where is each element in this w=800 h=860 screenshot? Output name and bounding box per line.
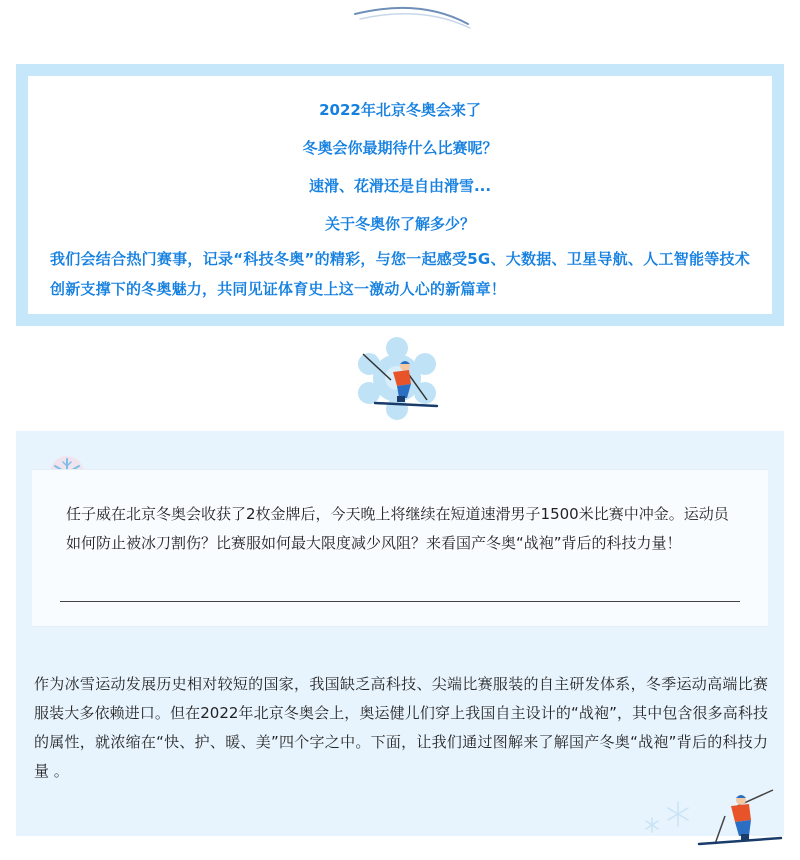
- top-arc-decoration: [350, 0, 480, 35]
- body-paragraph: 作为冰雪运动发展历史相对较短的国家，我国缺乏高科技、尖端比赛服装的自主研发体系，冬季运动高端比赛服装大多依赖进口。但在2022年北京冬奥会上，奥运健儿们穿上我国自主设计的“战袍”，其中包含很多高科技的属性，就浓缩在“快、护、暖、美”四个字之中。下面，让我们通过图解来了解国产冬奥“战袍”背后的科技力量 。: [34, 675, 768, 780]
- snowflake-icon: [640, 800, 690, 836]
- intro-line-title: 2022年北京冬奥会来了: [319, 101, 481, 119]
- quote-box: [32, 469, 768, 627]
- skier-badge-icon: [347, 336, 447, 421]
- intro-line-knowledge: 关于冬奥你了解多少？: [324, 215, 475, 233]
- quote-divider: [60, 601, 740, 602]
- quote-text: 任子威在北京冬奥会收获了2枚金牌后，今天晚上将继续在短道速滑男子1500米比赛中冲金。运动员如何防止被冰刀割伤？比赛服如何最大限度减少风阻？来看国产冬奥“战袍”背后的科技力量！: [66, 505, 729, 552]
- intro-line-question: 冬奥会你最期待什么比赛呢？: [302, 139, 498, 157]
- intro-line-events: 速滑、花滑还是自由滑雪...: [308, 177, 492, 195]
- skier-icon: [695, 786, 785, 852]
- intro-frame: [16, 64, 784, 326]
- intro-paragraph: 我们会结合热门赛事，记录“科技冬奥”的精彩，与您一起感受5G、大数据、卫星导航、人工智能等技术创新支撑下的冬奥魅力，共同见证体育史上这一激动人心的新篇章！: [50, 250, 750, 298]
- intro-panel: [28, 76, 772, 314]
